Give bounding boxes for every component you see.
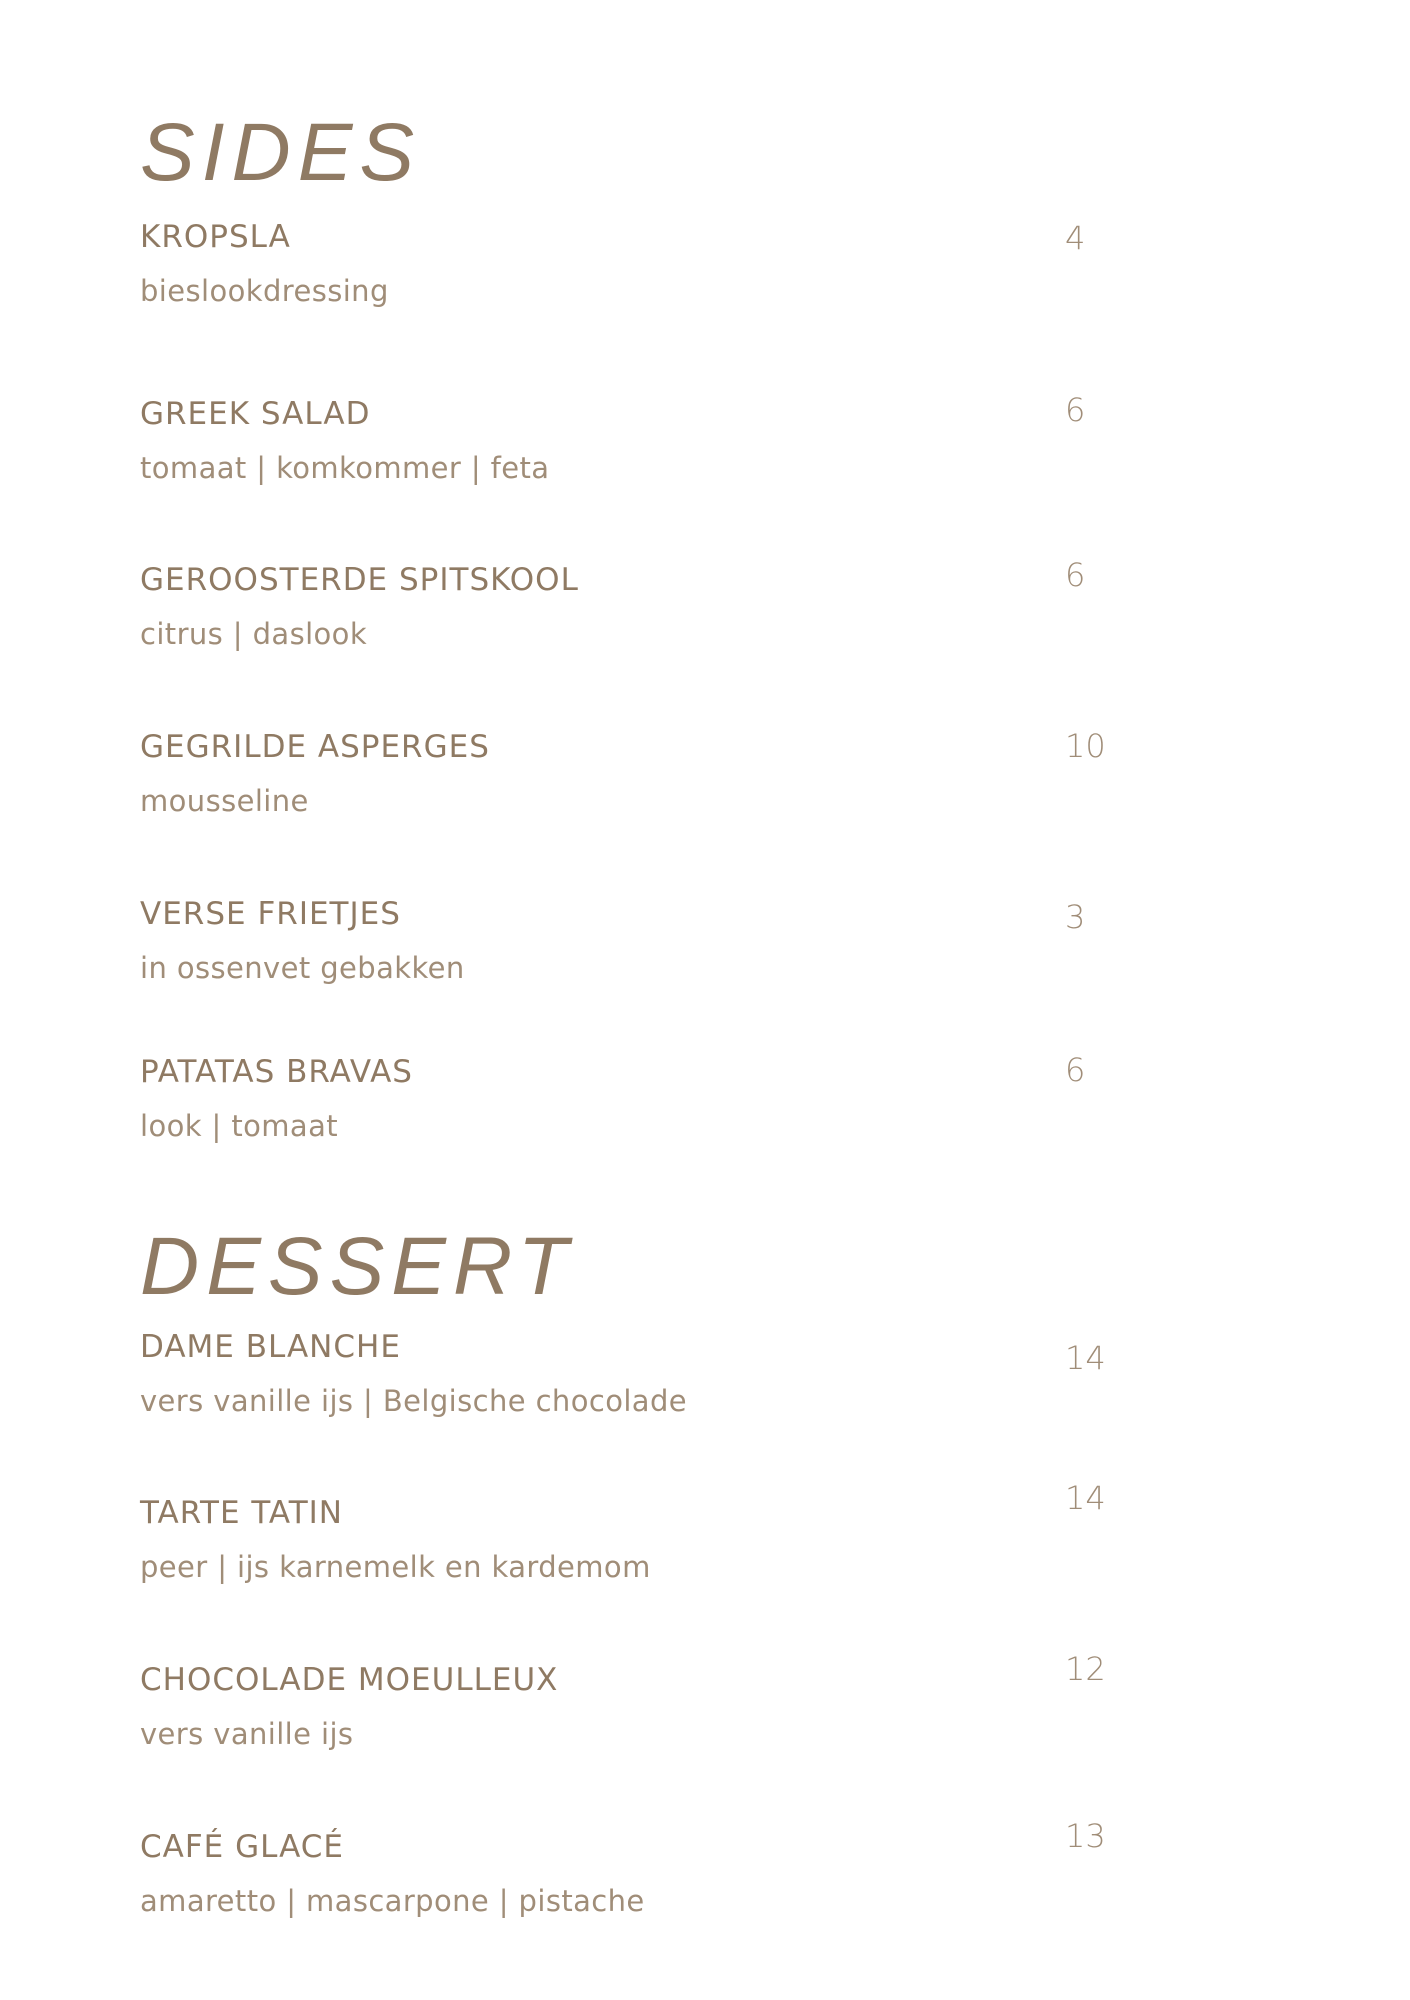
item-name: GEROOSTERDE SPITSKOOL — [140, 562, 579, 598]
menu-item-tarte-tatin — [140, 1479, 1140, 1608]
menu-item-verse-frietjes — [140, 896, 1140, 1009]
item-description: peer | ijs karnemelk en kardemom — [140, 1550, 651, 1584]
item-name: KROPSLA — [140, 219, 291, 255]
dessert-title: DESSERT — [140, 1221, 575, 1312]
item-price: 6 — [1065, 1051, 1086, 1089]
item-price: 14 — [1065, 1479, 1106, 1517]
menu-item-chocolade-moeulleux — [140, 1650, 1140, 1775]
item-description: in ossenvet gebakken — [140, 951, 465, 985]
item-name: PATATAS BRAVAS — [140, 1054, 413, 1090]
item-description: bieslookdressing — [140, 274, 389, 308]
item-name: VERSE FRIETJES — [140, 896, 401, 932]
item-price: 13 — [1065, 1817, 1106, 1855]
menu-item-patatas-bravas — [140, 1051, 1140, 1167]
item-description: mousseline — [140, 784, 309, 818]
menu-item-dame-blanche — [140, 1329, 1140, 1442]
item-name: CAFÉ GLACÉ — [140, 1829, 345, 1865]
item-description: vers vanille ijs | Belgische chocolade — [140, 1384, 688, 1418]
item-name: TARTE TATIN — [140, 1495, 343, 1531]
sides-title: SIDES — [140, 107, 422, 198]
menu-item-cafe-glace — [140, 1817, 1140, 1942]
item-description: amaretto | mascarpone | pistache — [140, 1884, 645, 1918]
item-price: 14 — [1065, 1339, 1106, 1377]
menu-item-geroosterde-spitskool — [140, 556, 1140, 675]
item-description: citrus | daslook — [140, 617, 368, 651]
item-name: GREEK SALAD — [140, 396, 371, 432]
menu-item-greek-salad — [140, 391, 1140, 509]
menu-item-gegrilde-asperges — [140, 727, 1140, 842]
item-description: vers vanille ijs — [140, 1717, 354, 1751]
item-price: 6 — [1065, 391, 1086, 429]
item-price: 6 — [1065, 556, 1086, 594]
item-description: look | tomaat — [140, 1109, 339, 1143]
item-description: tomaat | komkommer | feta — [140, 451, 550, 485]
item-price: 3 — [1065, 898, 1086, 936]
item-name: CHOCOLADE MOEULLEUX — [140, 1662, 559, 1698]
item-price: 4 — [1065, 219, 1086, 257]
item-price: 12 — [1065, 1650, 1106, 1688]
item-name: GEGRILDE ASPERGES — [140, 729, 490, 765]
item-name: DAME BLANCHE — [140, 1329, 401, 1365]
item-price: 10 — [1065, 727, 1106, 765]
menu-item-kropsla — [140, 219, 1140, 332]
